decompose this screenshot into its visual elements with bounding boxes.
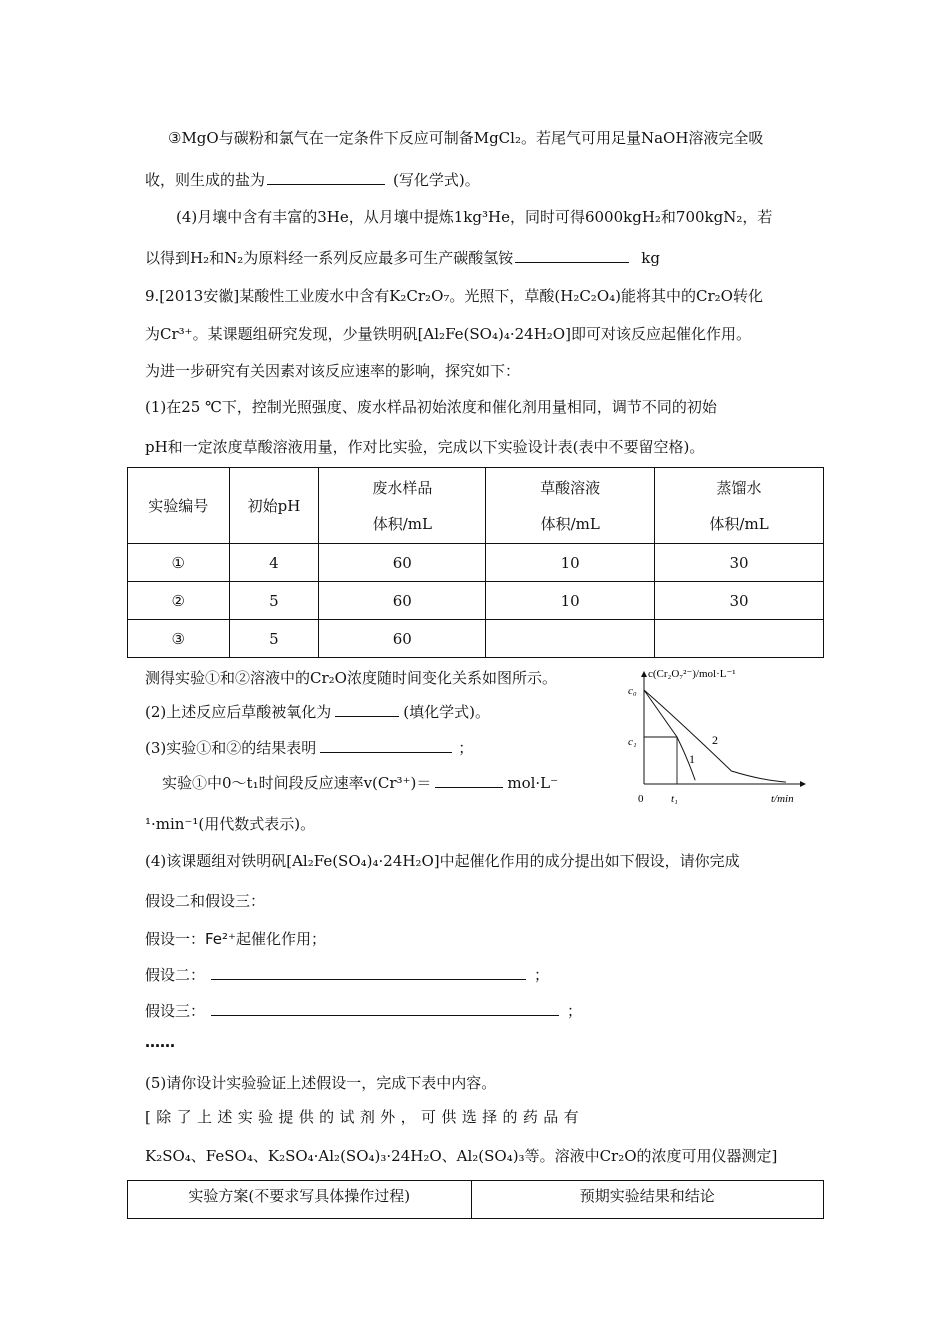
- hypothesis-3-end: ；: [567, 1002, 583, 1020]
- answer-blank[interactable]: [435, 773, 503, 788]
- header-cell: 蒸馏水 体积/mL: [655, 468, 824, 544]
- q9-part5-line2: [ 除 了 上 述 实 验 提 供 的 试 剂 外 ， 可 供 选 择 的 药 品 有: [145, 1108, 579, 1126]
- answer-blank[interactable]: [335, 702, 399, 717]
- q9-intro-line1: 9.[2013安徽]某酸性工业废水中含有K₂Cr₂O₇。光照下，草酸(H₂C₂O₄)能将其中的Cr₂O转化: [145, 287, 763, 305]
- q8-part4-line2: [145, 247, 660, 268]
- table-cell: 5: [229, 582, 319, 620]
- q9-part3: [145, 737, 473, 758]
- q9-part3-rate-end: ¹·min⁻¹(用代数式表示)。: [145, 815, 316, 833]
- q8-part4-text: 以得到H₂和N₂为原料经一系列反应最多可生产碳酸氢铵: [145, 249, 514, 267]
- table-cell: ③: [128, 620, 230, 658]
- experiment-design-table: [127, 467, 824, 658]
- answer-cell[interactable]: [655, 620, 824, 658]
- series-label-2: 2: [712, 733, 718, 747]
- q9-part3-suffix: ；: [458, 739, 474, 757]
- table-header-row: [128, 468, 824, 544]
- answer-cell[interactable]: [486, 620, 655, 658]
- table-cell: 10: [486, 582, 655, 620]
- hypothesis-3: [145, 1000, 582, 1021]
- q9-part1-line1: (1)在25 ℃下，控制光照强度、废水样品初始浓度和催化剂用量相同，调节不同的初始: [145, 398, 717, 416]
- q9-after-table: 测得实验①和②溶液中的Cr₂O浓度随时间变化关系如图所示。: [145, 669, 557, 687]
- answer-blank[interactable]: [515, 248, 629, 263]
- verification-table: [127, 1180, 824, 1219]
- header-cell: 预期实验结果和结论: [471, 1181, 823, 1219]
- y-tick-label: c₁: [628, 736, 637, 748]
- q9-rate-text: 实验①中0～t₁时间段反应速率v(Cr³⁺)＝: [162, 774, 432, 792]
- answer-blank[interactable]: [320, 738, 452, 753]
- hypothesis-2-label: 假设二：: [145, 966, 206, 984]
- q9-part5-line1: (5)请你设计实验验证上述假设一，完成下表中内容。: [145, 1074, 497, 1092]
- q9-intro-line3: 为进一步研究有关因素对该反应速率的影响，探究如下：: [145, 362, 521, 380]
- table-row: [128, 544, 824, 582]
- q8-part4-line1: (4)月壤中含有丰富的3He，从月壤中提炼1kg³He，同时可得6000kgH₂和700kgN₂，若: [176, 208, 773, 226]
- q9-part5-line3: K₂SO₄、FeSO₄、K₂SO₄·Al₂(SO₄)₃·24H₂O、Al₂(SO₄)₃等。溶液中Cr₂O的浓度可用仪器测定]: [145, 1147, 778, 1165]
- table-cell: ①: [128, 544, 230, 582]
- hypothesis-3-label: 假设三：: [145, 1002, 206, 1020]
- q9-part4-line2: 假设二和假设三：: [145, 892, 266, 910]
- table-cell: 30: [655, 582, 824, 620]
- table-cell: ②: [128, 582, 230, 620]
- x-axis-label: t/min: [771, 793, 794, 805]
- q8-part3-text: 收，则生成的盐为: [145, 171, 266, 189]
- table-cell: 5: [229, 620, 319, 658]
- q9-part3-text: (3)实验①和②的结果表明: [145, 739, 317, 757]
- series-label-1: 1: [689, 752, 695, 766]
- table-cell: 4: [229, 544, 319, 582]
- table-cell: 60: [319, 544, 486, 582]
- header-cell: 草酸溶液 体积/mL: [486, 468, 655, 544]
- q9-part2-suffix: (填化学式)。: [403, 703, 490, 721]
- q8-part3-line1: ③MgO与碳粉和氯气在一定条件下反应可制备MgCl₂。若尾气可用足量NaOH溶液完全吸: [168, 129, 764, 147]
- table-header-row: [128, 1181, 824, 1219]
- q9-part1-line2: pH和一定浓度草酸溶液用量，作对比实验，完成以下实验设计表(表中不要留空格)。: [145, 438, 705, 456]
- answer-blank[interactable]: [211, 965, 526, 980]
- table-row: [128, 582, 824, 620]
- header-cell: 实验方案(不要求写具体操作过程): [128, 1181, 472, 1219]
- q8-part3-suffix: (写化学式)。: [393, 171, 480, 189]
- y-tick-label: c₀: [628, 685, 637, 697]
- q9-part3-rate: [162, 772, 558, 793]
- q8-part4-unit: kg: [641, 249, 660, 267]
- table-cell: 60: [319, 620, 486, 658]
- header-cell: 实验编号: [128, 468, 230, 544]
- ellipsis: ……: [145, 1033, 175, 1051]
- table-row: [128, 620, 824, 658]
- table-cell: 30: [655, 544, 824, 582]
- hypothesis-2-end: ；: [534, 966, 550, 984]
- answer-blank[interactable]: [211, 1001, 559, 1016]
- y-axis-label: c(Cr₂O₇²⁻)/mol·L⁻¹: [648, 668, 736, 680]
- q8-part3-line2: [145, 169, 480, 190]
- table-cell: 10: [486, 544, 655, 582]
- q9-part2-text: (2)上述反应后草酸被氧化为: [145, 703, 332, 721]
- q9-rate-unit: mol·L⁻: [507, 774, 559, 792]
- x-tick-label: 0: [638, 793, 644, 805]
- answer-blank[interactable]: [267, 170, 385, 185]
- series-curve-1: [644, 690, 695, 780]
- x-tick-label: t₁: [671, 793, 678, 805]
- hypothesis-1: 假设一：Fe²⁺起催化作用；: [145, 930, 326, 948]
- header-cell: 废水样品 体积/mL: [319, 468, 486, 544]
- q9-intro-line2: 为Cr³⁺。某课题组研究发现，少量铁明矾[Al₂Fe(SO₄)₄·24H₂O]即可对该反应起催化作用。: [145, 325, 751, 343]
- table-cell: 60: [319, 582, 486, 620]
- concentration-time-chart: [600, 662, 815, 810]
- q9-part4-line1: (4)该课题组对铁明矾[Al₂Fe(SO₄)₄·24H₂O]中起催化作用的成分提出如下假设，请你完成: [145, 852, 740, 870]
- q9-part2: [145, 701, 490, 722]
- hypothesis-2: [145, 964, 549, 985]
- header-cell: 初始pH: [229, 468, 319, 544]
